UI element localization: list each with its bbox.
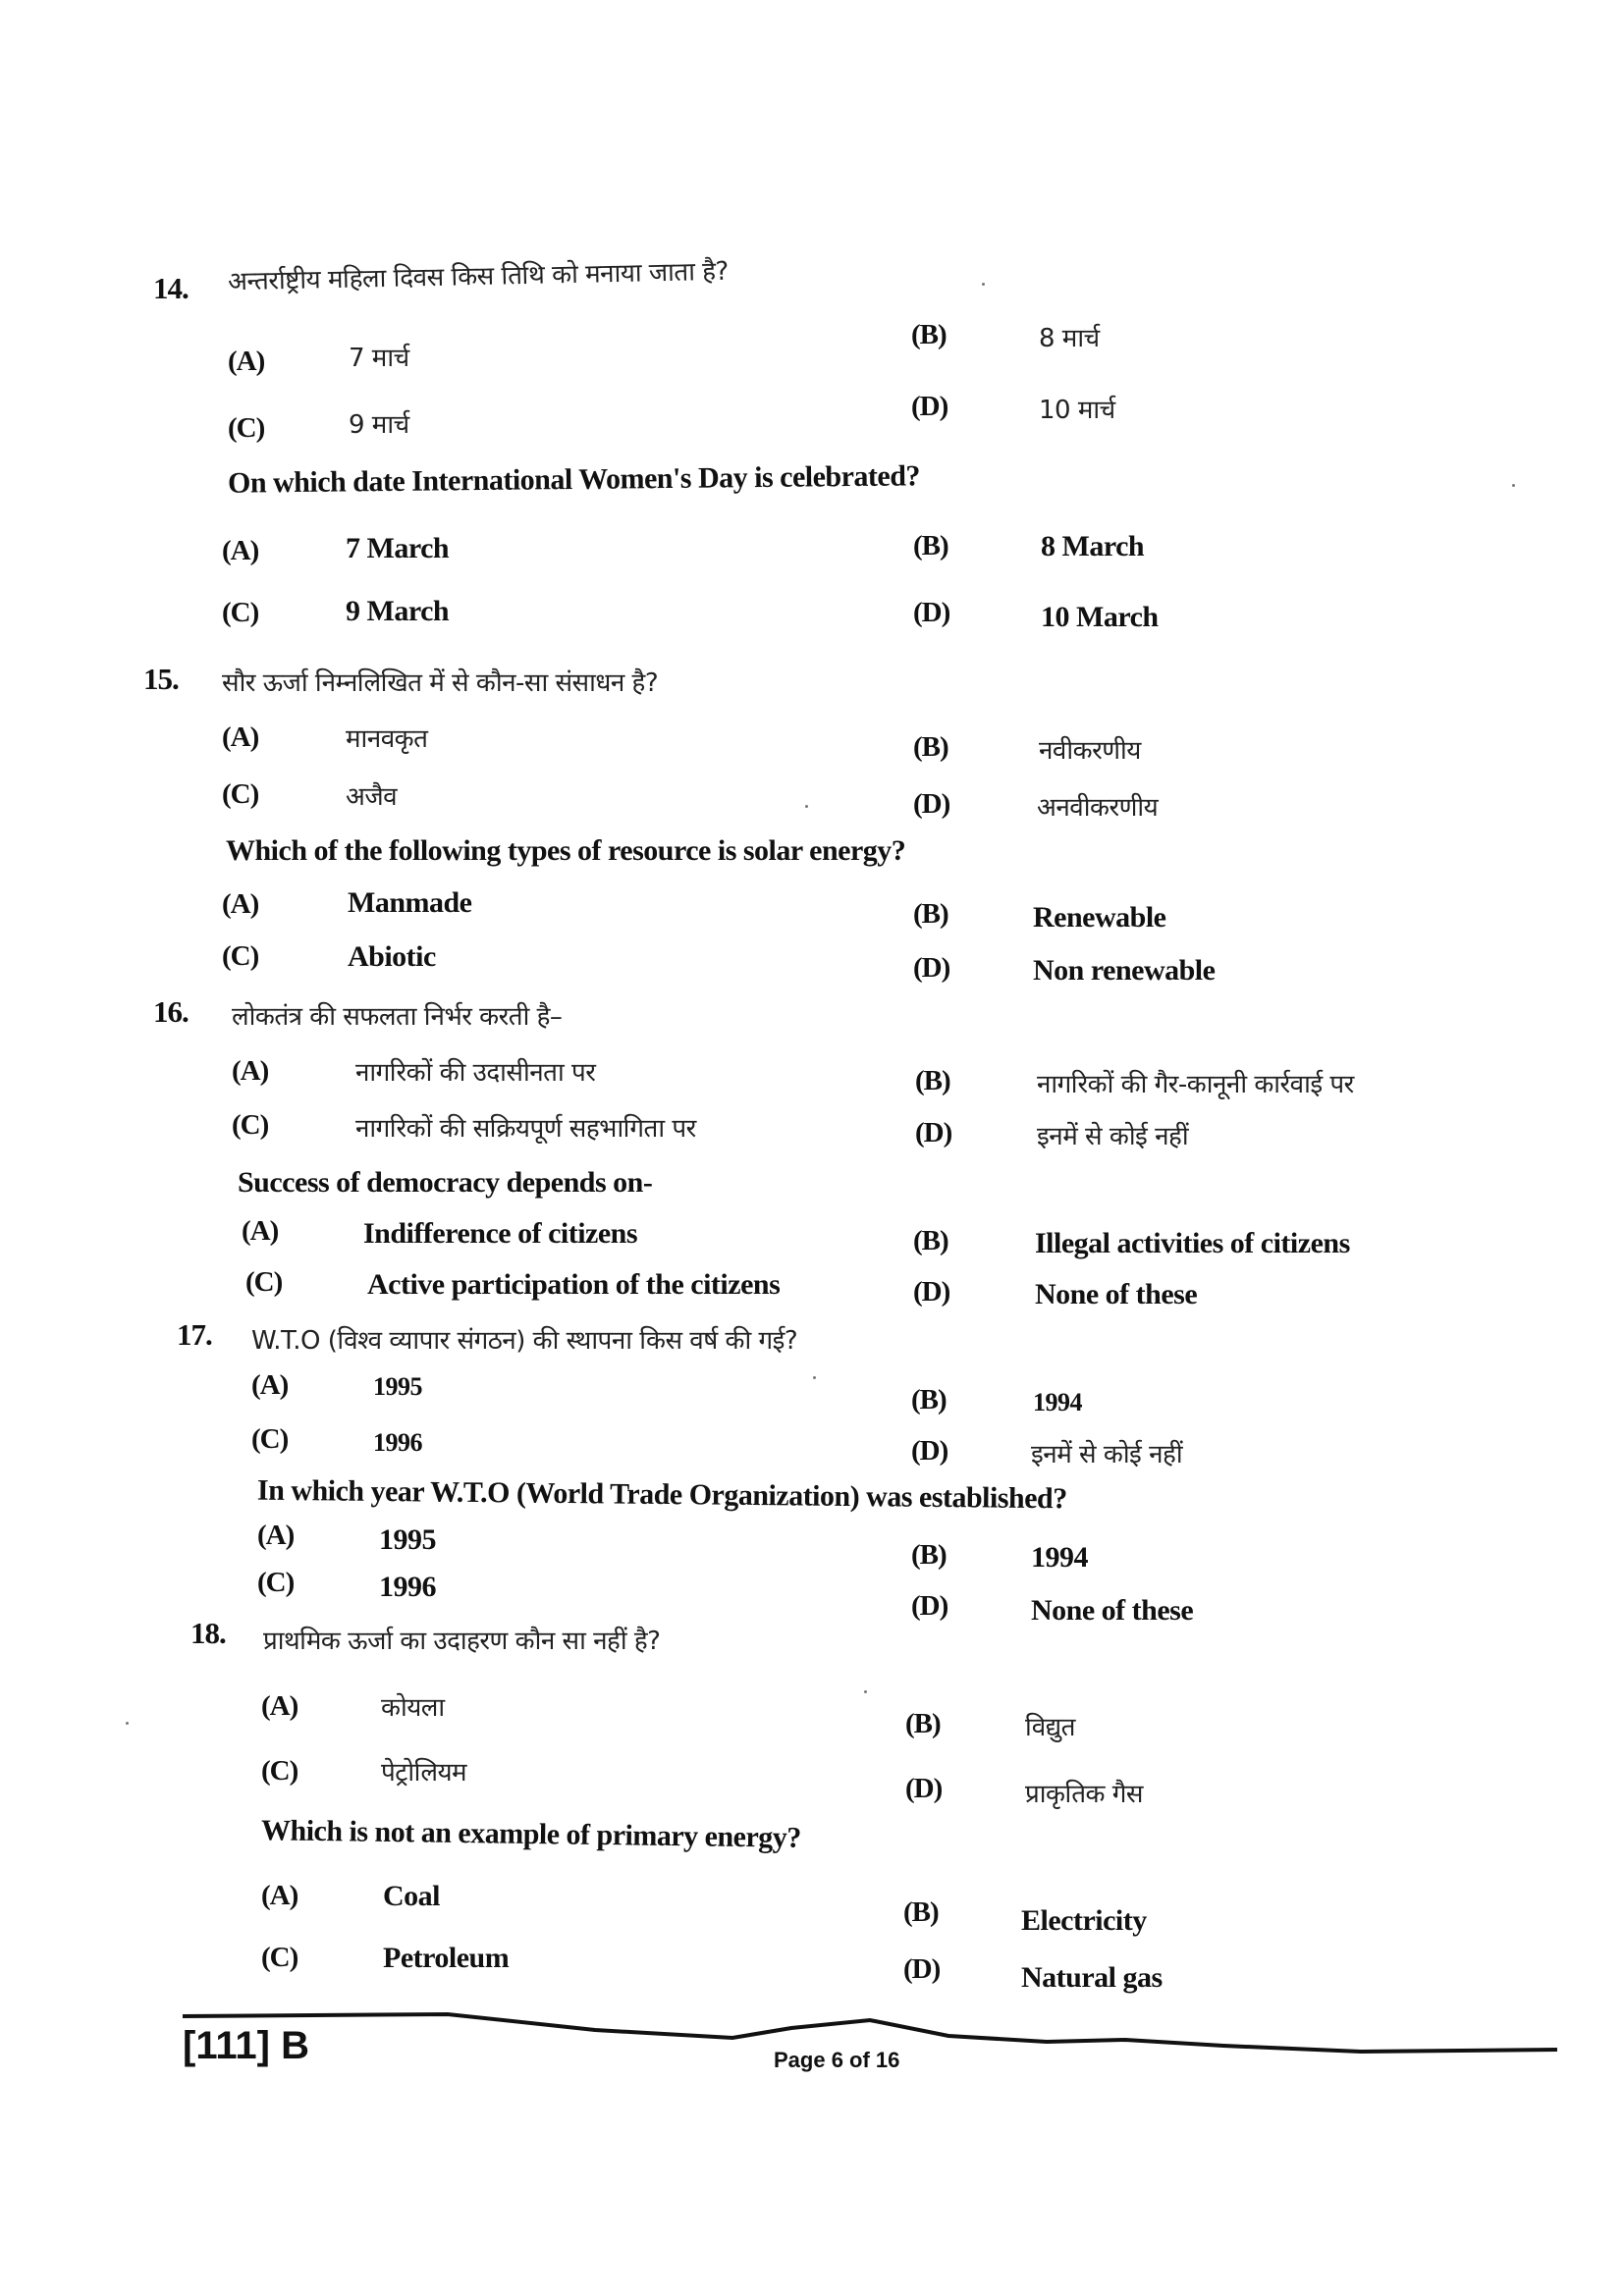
option-text-d-hi: इनमें से कोई नहीं [1031,1440,1183,1469]
option-text-c-hi: 9 मार्च [349,410,409,440]
option-label-a-en: (A) [242,1215,279,1247]
question-number: 18. [190,1616,226,1650]
option-text-b-en: 1994 [1031,1541,1088,1574]
option-label-c-en: (C) [257,1567,295,1598]
question-text-hindi: अन्तर्राष्ट्रीय महिला दिवस किस तिथि को मनाया जाता है? [227,256,730,297]
option-label-a-en: (A) [222,535,259,566]
option-label-a-hi: (A) [232,1055,269,1087]
option-label-c-hi: (C) [228,412,265,444]
option-text-a-hi: 7 मार्च [349,344,409,373]
question-number: 16. [153,994,189,1029]
scan-speck [813,1376,816,1379]
option-label-b-en: (B) [911,1539,947,1571]
option-label-b-hi: (B) [913,731,948,763]
option-text-b-en: Electricity [1021,1904,1147,1937]
option-label-a-en: (A) [257,1520,295,1551]
option-text-d-en: 10 March [1041,601,1159,633]
option-text-c-hi: नागरिकों की सक्रियपूर्ण सहभागिता पर [355,1114,696,1144]
question-text-english: Which is not an example of primary energy? [260,1814,802,1854]
scan-speck [864,1690,867,1693]
option-label-a-hi: (A) [222,721,259,753]
option-label-c-hi: (C) [222,778,259,810]
option-label-c-en: (C) [222,597,259,628]
option-text-c-en: Active participation of the citizens [367,1268,781,1301]
option-text-a-en: 1995 [379,1523,436,1556]
option-text-d-hi: प्राकृतिक गैस [1025,1780,1143,1809]
option-text-b-hi: 1994 [1033,1388,1082,1416]
option-text-d-hi: 10 मार्च [1039,396,1115,425]
option-label-c-hi: (C) [251,1423,289,1455]
option-text-d-en: Natural gas [1021,1961,1163,1994]
question-text-english: In which year W.T.O (World Trade Organization) was established? [256,1473,1067,1516]
option-label-d-hi: (D) [911,1435,948,1467]
scan-speck [982,283,985,286]
option-text-b-en: Illegal activities of citizens [1035,1227,1350,1259]
option-label-a-hi: (A) [251,1369,289,1401]
question-text-hindi: सौर ऊर्जा निम्नलिखित में से कौन-सा संसाधन है? [222,668,659,698]
option-text-b-en: Renewable [1033,901,1166,934]
option-label-d-en: (D) [913,1276,950,1308]
option-label-d-hi: (D) [905,1773,943,1804]
option-label-b-en: (B) [913,530,948,561]
option-text-c-en: Abiotic [348,940,436,973]
option-label-c-en: (C) [261,1942,298,1973]
question-number: 15. [143,662,179,696]
option-label-a-hi: (A) [228,346,265,377]
option-text-c-hi: अजैव [346,782,398,812]
option-label-a-en: (A) [222,888,259,920]
option-label-c-hi: (C) [232,1109,269,1141]
question-text-hindi: प्राथमिक ऊर्जा का उदाहरण कौन सा नहीं है? [263,1627,661,1656]
option-text-c-en: 9 March [346,595,450,627]
option-label-a-hi: (A) [261,1690,298,1722]
question-text-hindi: W.T.O (विश्व व्यापार संगठन) की स्थापना किस वर्ष की गई? [251,1326,798,1356]
option-label-d-en: (D) [913,597,950,628]
option-label-b-en: (B) [913,1225,948,1256]
option-text-c-hi: 1996 [373,1428,422,1457]
option-text-d-en: None of these [1035,1278,1198,1310]
page-indicator: Page 6 of 16 [774,2048,900,2072]
option-label-b-en: (B) [913,898,948,930]
paper-code: [111] B [183,2024,309,2067]
question-text-hindi: लोकतंत्र की सफलता निर्भर करती है– [232,1002,563,1032]
option-label-c-hi: (C) [261,1755,298,1787]
option-text-a-hi: मानवकृत [346,724,428,754]
option-text-b-hi: नागरिकों की गैर-कानूनी कार्रवाई पर [1037,1070,1354,1099]
option-text-d-hi: इनमें से कोई नहीं [1037,1122,1189,1151]
option-label-a-en: (A) [261,1880,298,1911]
option-text-a-en: Coal [383,1880,440,1912]
option-text-c-en: 1996 [379,1571,436,1603]
option-label-b-hi: (B) [911,319,947,350]
option-label-b-hi: (B) [915,1065,950,1096]
question-text-english: On which date International Women's Day is celebrated? [227,459,921,500]
option-label-b-hi: (B) [911,1384,947,1415]
option-text-b-hi: विद्युत [1025,1713,1075,1742]
option-label-b-hi: (B) [905,1708,941,1739]
question-number: 14. [153,271,189,305]
option-text-a-hi: 1995 [373,1372,422,1401]
option-text-c-hi: पेट्रोलियम [381,1758,467,1788]
scan-speck [1512,484,1515,487]
option-text-a-hi: कोयला [381,1693,445,1723]
option-text-c-en: Petroleum [383,1942,510,1974]
option-text-a-en: Manmade [348,886,472,919]
option-label-d-en: (D) [911,1590,948,1622]
option-label-d-hi: (D) [915,1117,952,1148]
option-text-a-en: Indifference of citizens [363,1217,638,1250]
option-text-a-en: 7 March [346,532,450,564]
question-text-english: Which of the following types of resource is solar energy? [226,834,906,867]
option-text-d-hi: अनवीकरणीय [1037,793,1159,823]
scan-speck [805,805,808,808]
option-text-b-hi: नवीकरणीय [1039,736,1141,766]
scan-speck [126,1722,129,1725]
option-label-b-en: (B) [903,1896,939,1928]
question-text-english: Success of democracy depends on- [238,1166,653,1199]
option-text-b-hi: 8 मार्च [1039,324,1100,353]
option-text-b-en: 8 March [1041,530,1145,562]
option-label-c-en: (C) [245,1266,283,1298]
option-text-d-en: None of these [1031,1594,1194,1627]
option-text-d-en: Non renewable [1033,954,1216,987]
option-label-d-en: (D) [903,1953,941,1985]
option-label-c-en: (C) [222,940,259,972]
option-label-d-en: (D) [913,952,950,984]
question-number: 17. [177,1317,212,1352]
option-label-d-hi: (D) [911,391,948,422]
option-label-d-hi: (D) [913,788,950,820]
option-text-a-hi: नागरिकों की उदासीनता पर [355,1058,596,1088]
